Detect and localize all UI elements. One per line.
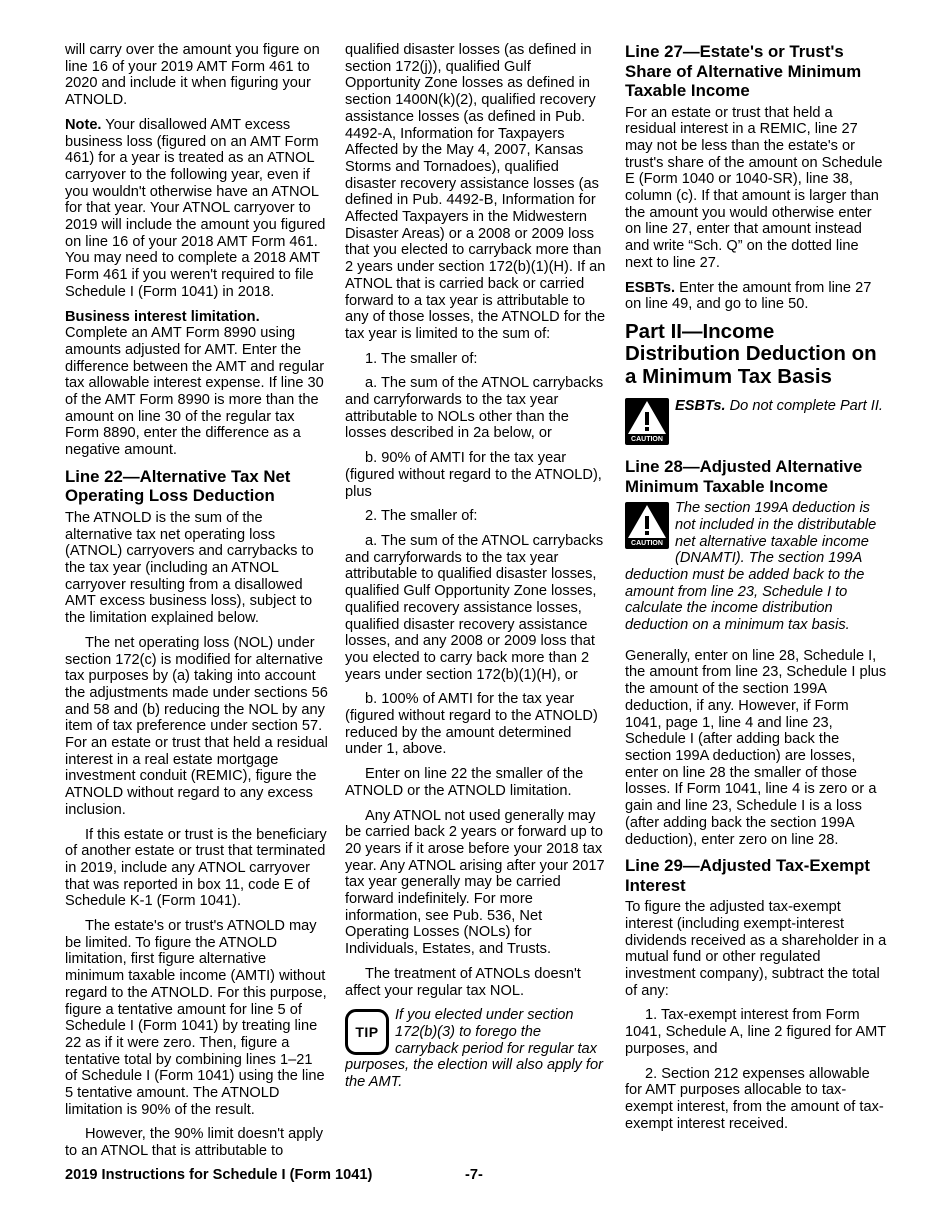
column-2 <box>345 42 608 1099</box>
caution-label: CAUTION <box>631 540 663 548</box>
paragraph: The net operating loss (NOL) under section 172(c) is modified for alternative tax purposes by (a) taking into account the adjustments made under sections 56 and 58 and (b) reducing the NOL by any item of tax preference under section 57. For an estate or trust that held a residual interest in a real estate mortgage investment conduit (REMIC), figure the ATNOLD without regard to any excess inclusion. <box>65 634 328 818</box>
caution-box <box>625 500 887 642</box>
list-item: 2. Section 212 expenses allowable for AMT purposes allocable to tax-exempt interest, from the amount of tax-exempt interest received. <box>625 1065 884 1132</box>
esbt-paragraph <box>625 280 887 313</box>
paragraph: will carry over the amount you figure on line 16 of your 2019 AMT Form 461 to 2020 and include it when figuring your ATNOLD. <box>65 42 320 109</box>
caution-bold: ESBTs. <box>675 398 726 415</box>
list-item: 1. Tax-exempt interest from Form 1041, Schedule A, line 2 figured for AMT purposes, and <box>625 1007 886 1057</box>
note-paragraph <box>65 117 328 301</box>
column-3 <box>625 42 887 1140</box>
esbt-text: Enter the amount from line 27 on line 49, and go to line 50. <box>625 279 872 313</box>
paragraph: If this estate or trust is the beneficiary of another estate or trust that terminated in 2019, include any ATNOL carryover that was reported in box 11, code E of Schedule K-1 (Form 1041). <box>65 826 327 910</box>
paragraph: qualified disaster losses (as defined in section 172(j)), qualified Gulf Opportunity Zone losses as defined in section 1400N(k)(2), qualified recovery assistance losses (as defined in Pub. 4492-A, Information for Taxpayers Affected by the May 4, 2007, Kansas Storms and Tornadoes), qualified disaster recovery assistance losses (as defined in Pub. 4492-B, Information for Affected Taxpayers in the Midwestern Disaster Areas) or a 2008 or 2009 loss that you elected to carryback more than 2 years under section 172(b)(1)(H). If an ATNOL that is carried back or carried forward to a tax year is attributable to any of those losses, the ATNOLD for the tax year is limited to the sum of: <box>345 42 606 342</box>
tip-icon <box>345 1009 389 1055</box>
tip-text: If you elected under section 172(b)(3) to forego the carryback period for regular tax purposes, the election will also apply for the AMT. <box>345 1007 603 1091</box>
footer-title: 2019 Instructions for Schedule I (Form 1041) <box>65 1167 373 1183</box>
paragraph: The treatment of ATNOLs doesn't affect your regular tax NOL. <box>345 965 581 999</box>
note-text: Your disallowed AMT excess business loss (figured on an AMT Form 461) for a year is treated as an ATNOL carryover to the following year, even if you wouldn't otherwise have an ATNOL for that year. Your ATNOL carryover to 2019 will include the amount you figured on line 16 of your 2018 AMT Form 461. You may need to complete a 2018 AMT Form 461 if you weren't required to file Schedule I (Form 1041) in 2018. <box>65 116 326 300</box>
paragraph: Generally, enter on line 28, Schedule I, the amount from line 23, Schedule I plus the amount of the section 199A deduction, if any. However, if Form 1041, page 1, line 4 and line 23, Schedule I (after adding back the section 199A deduction) are losses, enter on line 28 the smaller of those losses. If Form 1041, line 4 is zero or a gain and line 23, Schedule I is a loss (after adding back the section 199A deduction), enter zero on line 28. <box>625 647 887 848</box>
list-item: a. The sum of the ATNOL carrybacks and carryforwards to the tax year attributable to NOLs other than the losses described in 2a below, or <box>345 375 604 442</box>
business-interest-text: Complete an AMT Form 8990 using amounts adjusted for AMT. Enter the difference between the AMT and regular tax allowable interest expense. If line 30 of the AMT Form 8990 is more than the amount on line 30 of the regular tax Form 8890, enter the difference as a negative amount. <box>65 325 325 459</box>
paragraph: Any ATNOL not used generally may be carried back 2 years or forward up to 20 years if it arose before your 2018 tax year. Any ATNOL arising after your 2017 tax year generally may be carried forward indefinitely. For more information, see Pub. 536, Net Operating Losses (NOLs) for Individuals, Estates, and Trusts. <box>345 807 605 958</box>
tip-label: TIP <box>355 1023 379 1040</box>
note-label: Note. <box>65 116 102 133</box>
line22-heading: Line 22—Alternative Tax Net Operating Loss Deduction <box>65 466 291 506</box>
caution-rest: Do not complete Part II. <box>725 398 883 415</box>
list-item: b. 90% of AMTI for the tax year (figured without regard to the ATNOLD), plus <box>345 450 602 500</box>
list-item: 2. The smaller of: <box>365 508 478 525</box>
paragraph: For an estate or trust that held a residual interest in a REMIC, line 27 may not be less than the estate's or trust's share of the amount on Schedule E (Form 1040 or 1040-SR), line 38, column (c). If that amount is larger than the amount you would otherwise enter on line 27, enter that amount instead and write “Sch. Q” on the dotted line next to line 27. <box>625 104 883 271</box>
line28-heading: Line 28—Adjusted Alternative Minimum Taxable Income <box>625 457 863 496</box>
caution-label: CAUTION <box>631 436 663 444</box>
line29-heading: Line 29—Adjusted Tax-Exempt Interest <box>625 856 870 895</box>
paragraph: However, the 90% limit doesn't apply to an ATNOL that is attributable to <box>65 1126 324 1160</box>
line27-heading: Line 27—Estate's or Trust's Share of Alternative Minimum Taxable Income <box>625 42 862 100</box>
warning-triangle-icon <box>625 502 669 542</box>
business-interest-label: Business interest limitation. <box>65 308 260 325</box>
column-1 <box>65 42 328 1168</box>
esbt-label: ESBTs. <box>625 279 676 296</box>
paragraph: The estate's or trust's ATNOLD may be limited. To figure the ATNOLD limitation, first figure alternative minimum taxable income (AMTI) without regard to the ATNOLD. For this purpose, figure a tentative amount for line 5 of Schedule I (Form 1041) by treating line 22 as if it were zero. Then, figure a tentative total by combining lines 1–21 of Schedule I (Form 1041) using the line 5 tentative amount. The ATNOLD limitation is 90% of the result. <box>65 918 327 1118</box>
page-number: -7- <box>465 1167 483 1183</box>
business-interest-paragraph <box>65 309 328 459</box>
tip-box <box>345 1007 608 1099</box>
list-item: 1. The smaller of: <box>365 350 478 367</box>
warning-triangle-icon <box>625 398 669 438</box>
caution-box <box>625 396 887 447</box>
list-item: b. 100% of AMTI for the tax year (figured without regard to the ATNOLD) reduced by the amount determined under 1, above. <box>345 691 598 758</box>
paragraph: Enter on line 22 the smaller of the ATNOLD or the ATNOLD limitation. <box>345 766 584 799</box>
caution-icon <box>625 502 669 549</box>
caution-icon <box>625 398 669 445</box>
list-item: a. The sum of the ATNOL carrybacks and carryforwards to the tax year attributable to qualified disaster losses, qualified Gulf Opportunity Zone losses, qualified recovery assistance losses, qualified disaster recovery assistance losses, and any 2008 or 2009 loss that you elected to carry back more than 2 years under section 172(b)(1)(H), or <box>345 532 604 683</box>
caution-text: The section 199A deduction is not included in the distributable net alternative taxable income (DNAMTI). The section 199A deduction must be added back to the amount from line 23, Schedule I to calculate the income distribution deduction on a minimum tax basis. <box>625 500 877 634</box>
part2-heading: Part II—Income Distribution Deduction on a Minimum Tax Basis <box>625 319 877 388</box>
paragraph: To figure the adjusted tax-exempt interest (including exempt-interest dividends received as a shareholder in a mutual fund or other regulated investment company), subtract the total of any: <box>625 899 887 999</box>
paragraph: The ATNOLD is the sum of the alternative tax net operating loss (ATNOL) carryovers and carrybacks to the tax year (including an ATNOL carryover resulting from a disallowed AMT excess business loss), subject to the limitation explained below. <box>65 509 314 627</box>
